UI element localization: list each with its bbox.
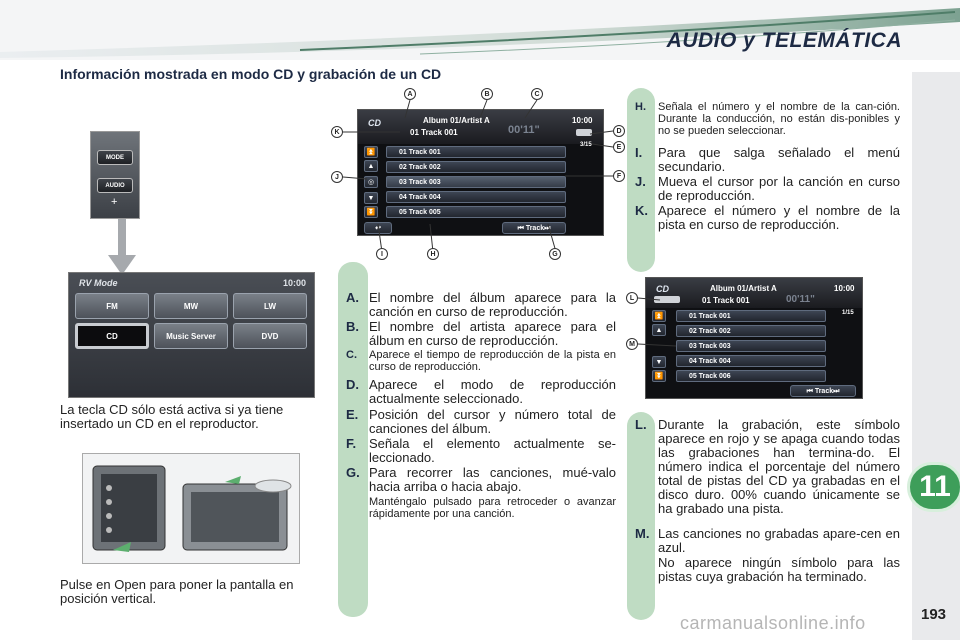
description-text: Mueva el cursor por la canción en curso de reproducción. — [658, 174, 900, 203]
callout-b: B — [481, 88, 493, 100]
device-illustration — [82, 453, 300, 564]
description-text: Aparece el número y el nombre de la pista en curso de reproducción. — [658, 203, 900, 232]
description-item — [346, 408, 616, 436]
description-letter: H. — [635, 101, 646, 113]
track-row[interactable]: 04 Track 004 — [676, 355, 826, 367]
description-letter: L. — [635, 417, 647, 432]
description-item — [635, 146, 900, 174]
down-arrow-icon[interactable]: ▼ — [364, 192, 378, 204]
description-item — [346, 466, 616, 494]
callout-a: A — [404, 88, 416, 100]
callout-i: I — [376, 248, 388, 260]
description-item — [635, 101, 900, 137]
section-title: Información mostrada en modo CD y grabación de un CD — [60, 66, 442, 82]
description-item — [635, 527, 900, 555]
description-letter: I. — [635, 145, 643, 160]
description-letter: F. — [346, 436, 357, 451]
description-item — [346, 496, 616, 520]
callout-d: D — [613, 125, 625, 137]
rv-clock: 10:00 — [282, 278, 306, 288]
description-item — [346, 291, 616, 319]
rec-time: 00'11" — [786, 294, 815, 305]
chapter-badge: 11 — [907, 462, 960, 512]
cd-clock: 10:00 — [572, 116, 593, 125]
down-arrow-icon — [108, 219, 136, 277]
callout-e: E — [613, 141, 625, 153]
rv-button-lw[interactable]: LW — [233, 293, 307, 319]
back-button[interactable]: ↩ — [364, 222, 392, 234]
track-row[interactable]: 01 Track 001 — [676, 310, 826, 322]
page-number: 193 — [921, 606, 947, 623]
rv-button-fm[interactable]: FM — [75, 293, 149, 319]
callout-f: F — [613, 170, 625, 182]
track-row[interactable]: 04 Track 004 — [386, 191, 566, 203]
rv-button-mw[interactable]: MW — [154, 293, 228, 319]
description-item — [635, 556, 900, 584]
description-text: Aparece el modo de reproducción actualmente seleccionado. — [369, 377, 616, 406]
description-letter: G. — [346, 465, 360, 480]
chapter-strip — [912, 72, 960, 640]
cd-key-note: La tecla CD sólo está activa si ya tiene insertado un CD en el reproductor. — [60, 402, 284, 431]
description-letter: K. — [635, 203, 648, 218]
bottom-scroll-icon[interactable]: ⏬ — [652, 370, 666, 382]
track-skip-button[interactable]: ⏮ Track⏭ — [790, 385, 856, 397]
callout-c: C — [531, 88, 543, 100]
description-letter: J. — [635, 174, 646, 189]
rv-button-cd[interactable]: CD — [75, 323, 149, 349]
rv-title: RV Mode — [79, 278, 118, 288]
cursor-icon[interactable]: ◎ — [364, 176, 378, 188]
callout-j: J — [331, 171, 343, 183]
cd-track: 01 Track 001 — [410, 128, 458, 137]
cd-album-artist: Album 01/Artist A — [423, 116, 490, 125]
track-row[interactable]: 03 Track 003 — [386, 176, 566, 188]
callout-h: H — [427, 248, 439, 260]
open-note: Pulse en Open para poner la pantalla en posición vertical. — [60, 577, 294, 606]
callout-m: M — [626, 338, 638, 350]
callout-k: K — [331, 126, 343, 138]
top-scroll-icon[interactable]: ⏫ — [364, 146, 378, 158]
track-row[interactable]: 05 Track 006 — [676, 370, 826, 382]
track-row[interactable]: 03 Track 003 — [676, 340, 826, 352]
rv-button-music-server[interactable]: Music Server — [154, 323, 228, 349]
cd-time: 00'11" — [508, 124, 540, 136]
description-letter: E. — [346, 407, 359, 422]
description-text: Señala el elemento actualmente se-leccionado. — [369, 436, 616, 465]
header-title: AUDIO y TELEMÁTICA — [666, 29, 902, 52]
description-item — [346, 437, 616, 465]
callout-g: G — [549, 248, 561, 260]
description-item — [635, 175, 900, 203]
description-letter: A. — [346, 290, 359, 305]
track-row[interactable]: 02 Track 002 — [676, 325, 826, 337]
description-item — [635, 418, 900, 516]
description-text: Durante la grabación, este símbolo aparece en rojo y se apaga cuando todas las grabaciones han termina-do. El número indica el porcentaje del número total de pistas del CD ya grabadas en el disco duro. 00% cuando únicamente se ha grabado una pista. — [658, 417, 900, 516]
bottom-scroll-icon[interactable]: ⏬ — [364, 206, 378, 218]
track-skip-button[interactable]: ⏮ Track⏭ — [502, 222, 566, 234]
rec-track: 01 Track 001 — [702, 296, 750, 305]
control-panel — [90, 131, 140, 219]
description-text: Para recorrer las canciones, mué-valo hacia arriba o hacia abajo. — [369, 465, 616, 494]
callout-l: L — [626, 292, 638, 304]
down-arrow-icon[interactable]: ▼ — [652, 356, 666, 368]
description-text: El nombre del álbum aparece para la canción en curso de reproducción. — [369, 290, 616, 319]
track-row[interactable]: 01 Track 001 — [386, 146, 566, 158]
description-letter: D. — [346, 377, 359, 392]
rv-mode-screen — [68, 272, 315, 398]
cd-count: 3/15 — [580, 142, 592, 148]
description-text: No aparece ningún símbolo para las pistas cuya grabación ha terminado. — [658, 555, 900, 584]
track-row[interactable]: 02 Track 002 — [386, 161, 566, 173]
description-text: Las canciones no grabadas apare-cen en azul. — [658, 526, 900, 555]
description-item — [346, 349, 616, 373]
description-text: Señala el número y el nombre de la can-ción. Durante la conducción, no están dis-ponibles y no se pueden seleccionar. — [658, 101, 900, 137]
mode-key: MODE — [97, 150, 133, 165]
rv-button-dvd[interactable]: DVD — [233, 323, 307, 349]
watermark: carmanualsonline.info — [680, 613, 866, 633]
description-item — [346, 320, 616, 348]
description-text: Aparece el tiempo de reproducción de la pista en curso de reproducción. — [369, 349, 616, 373]
up-arrow-icon[interactable]: ▲ — [652, 324, 666, 336]
description-item — [346, 378, 616, 406]
description-text: Para que salga señalado el menú secundario. — [658, 145, 900, 174]
rec-clock: 10:00 — [834, 284, 855, 293]
rec-album-artist: Album 01/Artist A — [710, 284, 777, 293]
audio-key: AUDIO — [97, 178, 133, 193]
callout-lines — [320, 84, 643, 264]
cd-mode-tag: CD — [368, 118, 381, 128]
rec-count: 1/15 — [842, 310, 854, 316]
description-letter: B. — [346, 319, 359, 334]
rec-mode-tag: CD — [656, 284, 669, 294]
plus-key: + — [111, 196, 118, 208]
description-item — [635, 204, 900, 232]
screen-unit-illustration — [83, 454, 299, 563]
up-arrow-icon[interactable]: ▲ — [364, 160, 378, 172]
callout-lines-rec — [630, 290, 690, 360]
description-letter: C. — [346, 349, 357, 361]
description-text: Manténgalo pulsado para retroceder o avanzar rápidamente por una canción. — [369, 496, 616, 520]
top-scroll-icon[interactable]: ⏫ — [652, 310, 666, 322]
description-letter: M. — [635, 526, 650, 541]
description-text: Posición del cursor y número total de canciones del álbum. — [369, 407, 616, 436]
track-row[interactable]: 05 Track 005 — [386, 206, 566, 218]
description-text: El nombre del artista aparece para el álbum en curso de reproducción. — [369, 319, 616, 348]
